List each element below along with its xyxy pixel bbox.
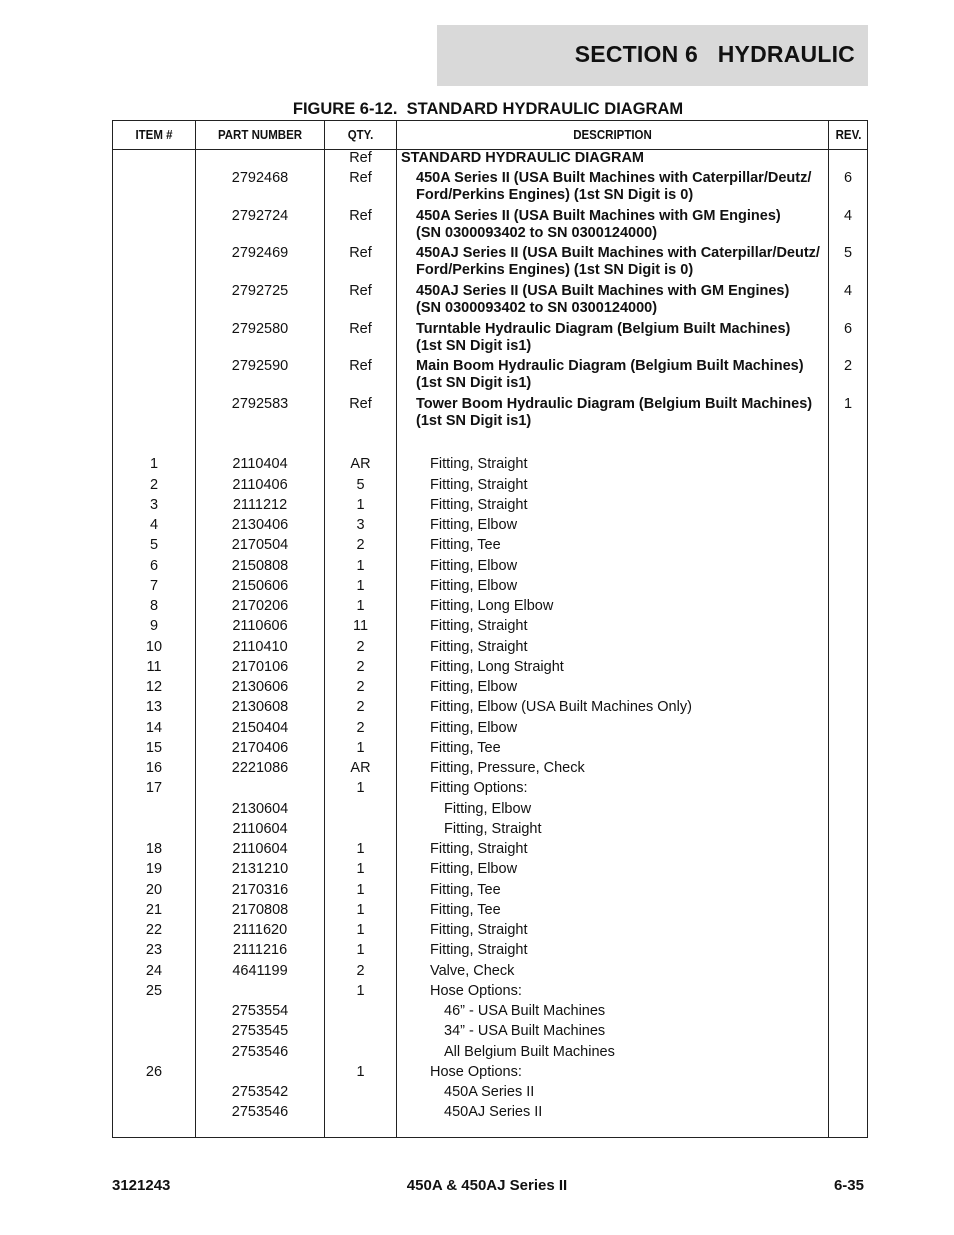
description-line: 450AJ Series II <box>444 1104 543 1121</box>
qty-cell: 5 <box>356 476 365 493</box>
description-line: (1st SN Digit is1) <box>416 412 532 429</box>
description-cell <box>401 497 855 514</box>
description-cell <box>401 598 855 615</box>
qty-cell: Ref <box>349 358 372 375</box>
description-line: (SN 0300093402 to SN 0300124000) <box>416 300 658 317</box>
part-number-cell: 2170808 <box>231 901 289 918</box>
qty-cell: Ref <box>349 207 372 224</box>
description-cell <box>401 558 855 575</box>
description-line: Valve, Check <box>430 962 515 979</box>
description-cell <box>401 208 841 242</box>
description-line: All Belgium Built Machines <box>444 1043 615 1060</box>
item-number-cell: 4 <box>149 517 159 534</box>
description-line: Fitting, Straight <box>430 476 528 493</box>
description-line: Fitting, Straight <box>430 841 528 858</box>
footer-doc-number: 3121243 <box>112 1177 171 1194</box>
part-number-cell: 2110604 <box>232 820 288 837</box>
description-line: Fitting, Straight <box>430 456 528 473</box>
description-cell <box>401 760 855 777</box>
description-cell <box>401 1003 869 1020</box>
qty-cell: Ref <box>349 395 372 412</box>
description-line: Tower Boom Hydraulic Diagram (Belgium Built Machines) <box>416 395 813 412</box>
item-number-cell: 3 <box>149 496 159 513</box>
description-cell <box>401 821 869 838</box>
rev-cell: 4 <box>843 207 853 224</box>
description-cell <box>401 639 855 656</box>
item-number-cell: 23 <box>145 942 163 959</box>
description-line: Fitting, Pressure, Check <box>430 760 585 777</box>
description-cell <box>401 720 855 737</box>
column-header-description: DESCRIPTION <box>573 128 652 142</box>
part-number-cell: 2110404 <box>232 456 288 473</box>
qty-cell: 2 <box>356 719 365 736</box>
qty-cell: 2 <box>356 962 365 979</box>
part-number-cell: 2150808 <box>231 557 289 574</box>
description-line: Fitting, Elbow <box>430 679 518 696</box>
part-number-cell: 2111620 <box>232 922 288 939</box>
description-line: Fitting, Tee <box>430 739 501 756</box>
description-cell <box>401 659 855 676</box>
item-number-cell: 11 <box>146 658 162 675</box>
description-cell <box>401 477 855 494</box>
footer-page-number: 6-35 <box>833 1177 864 1194</box>
column-divider <box>396 121 397 1137</box>
part-number-cell: 2753546 <box>231 1104 289 1121</box>
part-number-cell: 2111216 <box>232 942 288 959</box>
figure-title: FIGURE 6-12. STANDARD HYDRAULIC DIAGRAM <box>292 100 684 118</box>
rev-cell: 6 <box>843 320 853 337</box>
description-cell <box>401 517 855 534</box>
description-cell <box>401 841 855 858</box>
description-line: Fitting, Long Straight <box>430 658 564 675</box>
part-number-cell: 2792725 <box>231 283 289 300</box>
qty-cell: 2 <box>356 638 365 655</box>
qty-cell: 1 <box>356 598 365 615</box>
description-line: Fitting, Straight <box>430 638 528 655</box>
item-number-cell: 9 <box>149 618 159 635</box>
qty-cell: AR <box>350 456 371 473</box>
description-cell <box>401 861 855 878</box>
part-number-cell: 2792469 <box>231 245 289 262</box>
description-cell <box>401 1023 869 1040</box>
description-line: Fitting, Straight <box>430 618 528 635</box>
item-number-cell: 22 <box>145 922 163 939</box>
description-cell <box>401 245 841 279</box>
description-line: Turntable Hydraulic Diagram (Belgium Built Machines) <box>416 320 791 337</box>
description-line: 450AJ Series II (USA Built Machines with GM Engines) <box>416 283 790 300</box>
column-header-rev: REV. <box>835 128 862 142</box>
description-line: Fitting, Tee <box>430 537 501 554</box>
part-number-cell: 2170406 <box>231 739 289 756</box>
part-number-cell: 2753545 <box>231 1023 289 1040</box>
part-number-cell: 4641199 <box>232 962 288 979</box>
qty-cell: Ref <box>349 150 372 166</box>
part-number-cell: 2130606 <box>231 679 289 696</box>
item-number-cell: 18 <box>145 841 163 858</box>
part-number-cell: 2170106 <box>231 658 289 675</box>
qty-cell: 1 <box>356 861 365 878</box>
part-number-cell: 2221086 <box>231 760 289 777</box>
description-line: (SN 0300093402 to SN 0300124000) <box>416 224 658 241</box>
qty-cell: 2 <box>356 658 365 675</box>
item-number-cell: 5 <box>149 537 159 554</box>
qty-cell: Ref <box>349 283 372 300</box>
description-cell <box>401 150 826 167</box>
description-line: Fitting, Straight <box>430 496 528 513</box>
qty-cell: 1 <box>356 577 365 594</box>
description-cell <box>401 942 855 959</box>
qty-cell: 3 <box>356 517 365 534</box>
qty-cell: 1 <box>356 901 365 918</box>
part-number-cell: 2170206 <box>231 598 289 615</box>
description-line: Fitting, Tee <box>430 881 501 898</box>
description-cell <box>401 1104 869 1121</box>
description-cell <box>401 537 855 554</box>
description-line: (1st SN Digit is1) <box>416 375 532 392</box>
section-header <box>437 25 868 86</box>
description-cell <box>401 1044 869 1061</box>
description-cell <box>401 983 855 1000</box>
qty-cell: 11 <box>352 618 369 635</box>
rev-cell: 5 <box>843 245 853 262</box>
description-cell <box>401 882 855 899</box>
item-number-cell: 25 <box>145 982 163 999</box>
description-cell <box>401 170 841 204</box>
item-number-cell: 17 <box>145 780 163 797</box>
rev-cell: 6 <box>843 170 853 187</box>
description-line: Fitting, Straight <box>444 820 542 837</box>
footer-model: 450A & 450AJ Series II <box>406 1177 568 1194</box>
description-cell <box>401 1064 855 1081</box>
item-number-cell: 13 <box>145 699 163 716</box>
description-cell <box>401 801 869 818</box>
description-line: Fitting, Elbow <box>430 517 518 534</box>
description-line: Fitting, Elbow <box>430 577 518 594</box>
qty-cell: 1 <box>356 942 365 959</box>
part-number-cell: 2792583 <box>231 395 289 412</box>
description-cell <box>401 578 855 595</box>
description-line: Fitting, Straight <box>430 922 528 939</box>
item-number-cell: 8 <box>149 598 159 615</box>
item-number-cell: 1 <box>149 456 159 473</box>
parts-table <box>112 120 868 1138</box>
qty-cell: 1 <box>356 780 365 797</box>
item-number-cell: 2 <box>149 476 159 493</box>
description-line: Fitting, Elbow (USA Built Machines Only) <box>430 699 692 716</box>
part-number-cell: 2130406 <box>231 517 289 534</box>
description-cell <box>401 358 841 392</box>
part-number-cell: 2792580 <box>231 320 289 337</box>
part-number-cell: 2150404 <box>231 719 289 736</box>
part-number-cell: 2111212 <box>232 496 288 513</box>
qty-cell: Ref <box>349 320 372 337</box>
item-number-cell: 24 <box>145 962 163 979</box>
description-cell <box>401 679 855 696</box>
qty-cell: AR <box>350 760 371 777</box>
part-number-cell: 2131210 <box>231 861 289 878</box>
qty-cell: 2 <box>356 679 365 696</box>
description-cell <box>401 1084 869 1101</box>
part-number-cell: 2753554 <box>231 1003 289 1020</box>
description-line: 450AJ Series II (USA Built Machines with Caterpillar/Deutz/ <box>416 245 820 262</box>
qty-cell: 1 <box>356 982 365 999</box>
description-cell <box>401 283 841 317</box>
column-header-item: ITEM # <box>135 128 173 142</box>
column-header-qty: QTY. <box>347 128 374 142</box>
rev-cell: 4 <box>843 283 853 300</box>
description-line: Hose Options: <box>430 1063 522 1080</box>
item-number-cell: 21 <box>145 901 163 918</box>
description-cell <box>401 740 855 757</box>
qty-cell: 2 <box>356 537 365 554</box>
description-line: Fitting, Elbow <box>430 861 518 878</box>
description-line: Fitting, Elbow <box>430 557 518 574</box>
description-cell <box>401 456 855 473</box>
qty-cell: 1 <box>356 881 365 898</box>
item-number-cell: 6 <box>149 557 159 574</box>
item-number-cell: 15 <box>145 739 163 756</box>
item-number-cell: 14 <box>145 719 163 736</box>
item-number-cell: 16 <box>145 760 163 777</box>
description-cell <box>401 618 855 635</box>
part-number-cell: 2792468 <box>231 170 289 187</box>
description-line: Fitting, Straight <box>430 942 528 959</box>
description-line: Fitting, Long Elbow <box>430 598 554 615</box>
description-line: Ford/Perkins Engines) (1st SN Digit is 0) <box>416 262 694 279</box>
item-number-cell: 10 <box>145 638 163 655</box>
description-cell <box>401 780 855 797</box>
description-line: STANDARD HYDRAULIC DIAGRAM <box>401 150 644 166</box>
qty-cell: 1 <box>356 496 365 513</box>
description-cell <box>401 922 855 939</box>
description-line: Fitting, Elbow <box>444 800 532 817</box>
qty-cell: Ref <box>349 170 372 187</box>
column-header-part-number: PART NUMBER <box>217 128 303 142</box>
description-cell <box>401 699 855 716</box>
description-line: 46” - USA Built Machines <box>444 1003 606 1020</box>
part-number-cell: 2170316 <box>231 881 289 898</box>
qty-cell: 1 <box>356 841 365 858</box>
description-line: Main Boom Hydraulic Diagram (Belgium Built Machines) <box>416 358 804 375</box>
item-number-cell: 7 <box>149 577 159 594</box>
part-number-cell: 2110406 <box>232 476 288 493</box>
qty-cell: Ref <box>349 245 372 262</box>
item-number-cell: 12 <box>145 679 163 696</box>
description-cell <box>401 963 855 980</box>
qty-cell: 1 <box>356 922 365 939</box>
item-number-cell: 19 <box>145 861 163 878</box>
rev-cell: 2 <box>843 358 853 375</box>
part-number-cell: 2792724 <box>231 207 289 224</box>
rev-cell: 1 <box>843 395 853 412</box>
description-cell <box>401 902 855 919</box>
part-number-cell: 2130604 <box>231 800 289 817</box>
part-number-cell: 2150606 <box>231 577 289 594</box>
description-line: Fitting, Elbow <box>430 719 518 736</box>
description-line: Fitting Options: <box>430 780 528 797</box>
qty-cell: 1 <box>356 739 365 756</box>
part-number-cell: 2110606 <box>232 618 288 635</box>
qty-cell: 1 <box>356 1063 365 1080</box>
part-number-cell: 2110604 <box>232 841 288 858</box>
description-line: 34” - USA Built Machines <box>444 1023 606 1040</box>
description-line: Hose Options: <box>430 982 522 999</box>
part-number-cell: 2753546 <box>231 1043 289 1060</box>
part-number-cell: 2110410 <box>232 638 288 655</box>
description-line: Ford/Perkins Engines) (1st SN Digit is 0) <box>416 187 694 204</box>
description-cell <box>401 396 841 430</box>
item-number-cell: 26 <box>145 1063 163 1080</box>
part-number-cell: 2130608 <box>231 699 289 716</box>
description-cell <box>401 321 841 355</box>
qty-cell: 2 <box>356 699 365 716</box>
part-number-cell: 2753542 <box>231 1084 289 1101</box>
description-line: Fitting, Tee <box>430 901 501 918</box>
qty-cell: 1 <box>356 557 365 574</box>
part-number-cell: 2170504 <box>231 537 289 554</box>
description-line: 450A Series II (USA Built Machines with Caterpillar/Deutz/ <box>416 170 812 187</box>
description-line: (1st SN Digit is1) <box>416 337 532 354</box>
description-line: 450A Series II <box>444 1084 535 1101</box>
section-title: SECTION 6 HYDRAULIC <box>574 41 855 67</box>
part-number-cell: 2792590 <box>231 358 289 375</box>
description-line: 450A Series II (USA Built Machines with GM Engines) <box>416 207 781 224</box>
item-number-cell: 20 <box>145 881 163 898</box>
